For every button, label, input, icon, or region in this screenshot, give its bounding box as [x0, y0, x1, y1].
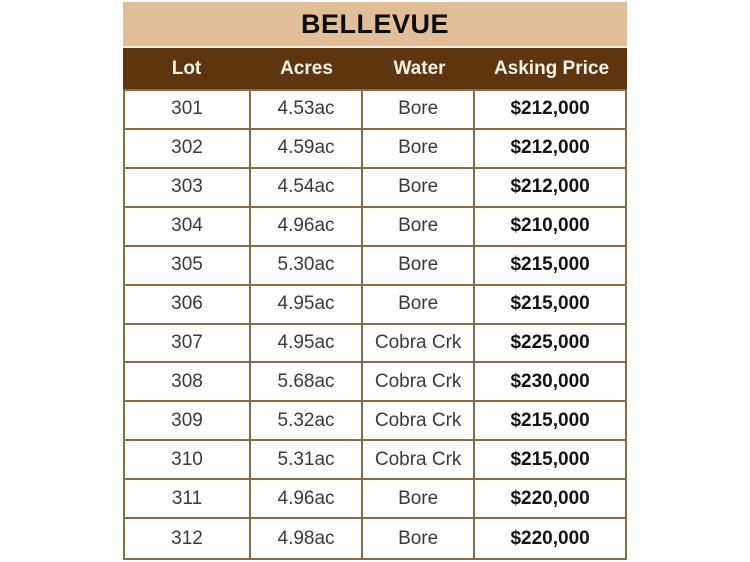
acres-cell: 4.98ac: [251, 519, 363, 558]
acres-cell: 5.30ac: [251, 247, 363, 284]
acres-cell: 5.31ac: [251, 441, 363, 478]
acres-cell: 4.53ac: [251, 91, 363, 128]
water-cell: Bore: [363, 208, 475, 245]
acres-cell: 4.59ac: [251, 130, 363, 167]
table-row: [125, 480, 625, 519]
lot-cell: 305: [125, 247, 251, 284]
page-title: BELLEVUE: [123, 2, 627, 48]
price-cell: $220,000: [475, 480, 625, 517]
lot-cell: 302: [125, 130, 251, 167]
table-row: [125, 91, 625, 130]
price-cell: $230,000: [475, 363, 625, 400]
column-header-water: Water: [393, 57, 446, 79]
table-header-row: [123, 48, 627, 89]
water-cell: Cobra Crk: [363, 441, 475, 478]
acres-cell: 4.96ac: [251, 480, 363, 517]
price-cell: $215,000: [475, 402, 625, 439]
acres-cell: 4.95ac: [251, 325, 363, 362]
table-row: [125, 169, 625, 208]
lot-cell: 311: [125, 480, 251, 517]
lot-cell: 308: [125, 363, 251, 400]
water-cell: Bore: [363, 130, 475, 167]
price-cell: $212,000: [475, 130, 625, 167]
water-cell: Bore: [363, 169, 475, 206]
price-cell: $212,000: [475, 91, 625, 128]
price-cell: $215,000: [475, 247, 625, 284]
price-cell: $225,000: [475, 325, 625, 362]
lot-cell: 306: [125, 286, 251, 323]
water-cell: Bore: [363, 247, 475, 284]
acres-cell: 4.96ac: [251, 208, 363, 245]
lot-cell: 307: [125, 325, 251, 362]
table-row: [125, 325, 625, 364]
table-row: [125, 402, 625, 441]
column-header-acres: Acres: [280, 57, 333, 79]
table-row: [125, 441, 625, 480]
acres-cell: 5.68ac: [251, 363, 363, 400]
price-cell: $215,000: [475, 286, 625, 323]
lot-cell: 301: [125, 91, 251, 128]
lot-cell: 304: [125, 208, 251, 245]
table-row: [125, 208, 625, 247]
lot-cell: 312: [125, 519, 251, 558]
table-row: [125, 363, 625, 402]
acres-cell: 4.95ac: [251, 286, 363, 323]
price-cell: $212,000: [475, 169, 625, 206]
table-row: [125, 519, 625, 558]
price-cell: $220,000: [475, 519, 625, 558]
acres-cell: 5.32ac: [251, 402, 363, 439]
lot-cell: 303: [125, 169, 251, 206]
water-cell: Bore: [363, 91, 475, 128]
lot-cell: 309: [125, 402, 251, 439]
table-row: [125, 286, 625, 325]
price-cell: $210,000: [475, 208, 625, 245]
table-row: [125, 247, 625, 286]
table-row: [125, 130, 625, 169]
acres-cell: 4.54ac: [251, 169, 363, 206]
price-cell: $215,000: [475, 441, 625, 478]
water-cell: Cobra Crk: [363, 325, 475, 362]
water-cell: Cobra Crk: [363, 402, 475, 439]
lot-cell: 310: [125, 441, 251, 478]
table-body: [123, 89, 627, 560]
water-cell: Cobra Crk: [363, 363, 475, 400]
water-cell: Bore: [363, 519, 475, 558]
column-header-asking-price: Asking Price: [493, 57, 610, 79]
water-cell: Bore: [363, 480, 475, 517]
water-cell: Bore: [363, 286, 475, 323]
column-header-lot: Lot: [171, 57, 202, 79]
bellevue-price-table: [123, 2, 627, 560]
